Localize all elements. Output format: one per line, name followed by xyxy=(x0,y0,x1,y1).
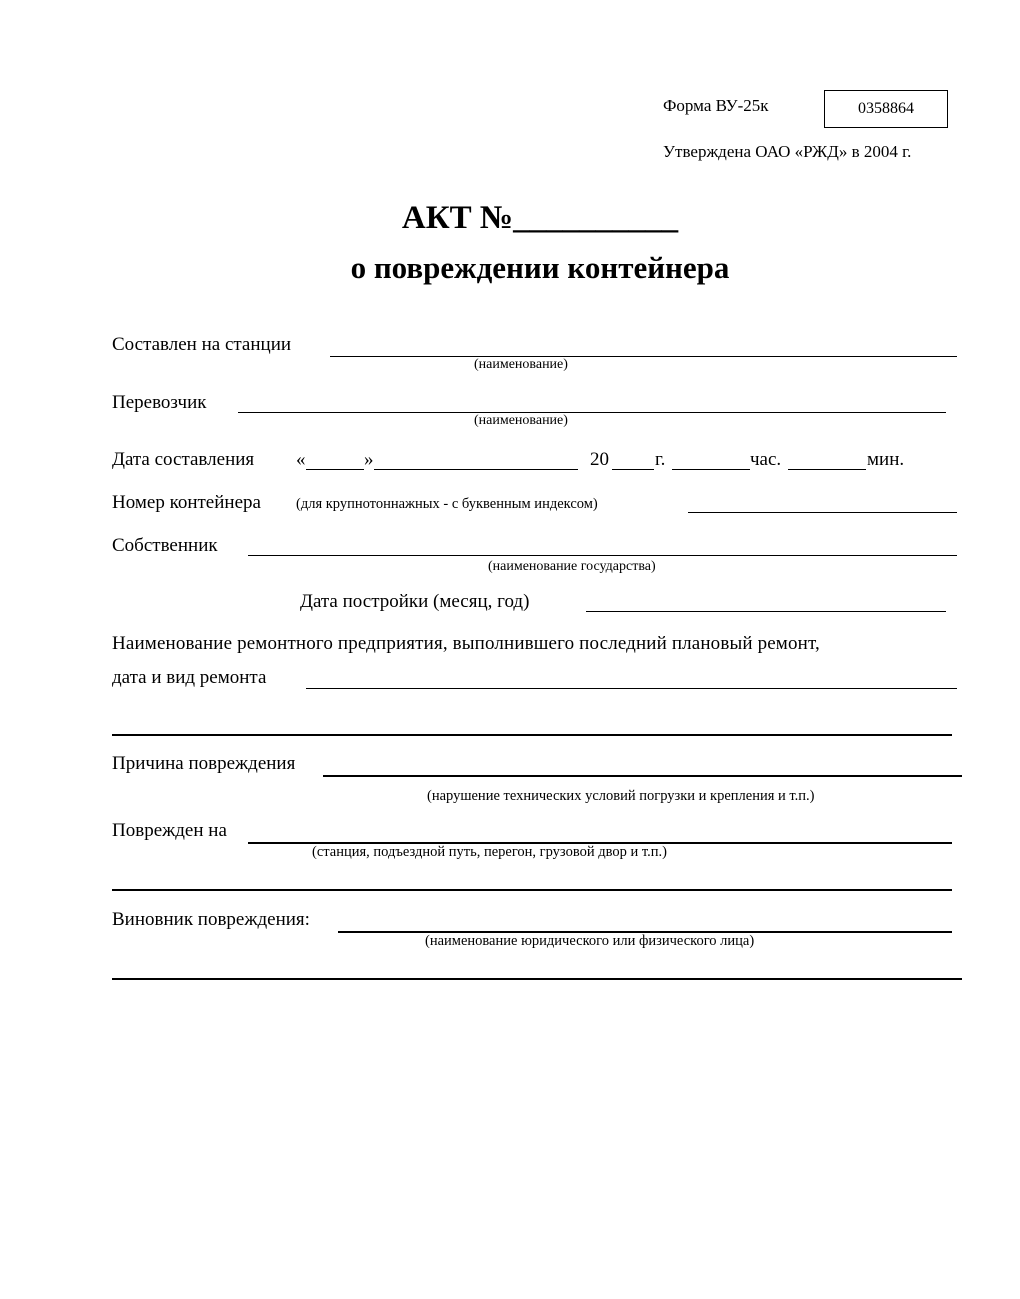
container-note: (для крупнотоннажных - с буквенным индексом) xyxy=(296,496,598,512)
form-label: Форма ВУ-25к xyxy=(663,96,769,115)
station-caption: (наименование) xyxy=(474,357,568,372)
damaged-at-input-line-2[interactable] xyxy=(112,889,952,891)
cause-input-line[interactable] xyxy=(323,775,962,777)
act-title: АКТ №__________ xyxy=(401,200,679,236)
carrier-label: Перевозчик xyxy=(112,392,207,413)
culprit-label: Виновник повреждения: xyxy=(112,909,310,930)
date-day-input-line[interactable] xyxy=(306,469,364,470)
culprit-input-line-2[interactable] xyxy=(112,978,962,980)
culprit-caption: (наименование юридического или физического лица) xyxy=(425,933,755,949)
damaged-at-caption: (станция, подъездной путь, перегон, грузовой двор и т.п.) xyxy=(312,844,667,860)
date-close-quote: » xyxy=(364,449,374,470)
date-min-input-line[interactable] xyxy=(788,469,866,470)
build-date-label: Дата постройки (месяц, год) xyxy=(300,591,530,612)
owner-caption: (наименование государства) xyxy=(488,559,656,574)
build-date-input-line[interactable] xyxy=(586,611,946,612)
repair-label-line2: дата и вид ремонта xyxy=(112,667,267,688)
owner-input-line[interactable] xyxy=(248,555,957,556)
form-number: 0358864 xyxy=(858,100,914,117)
owner-label: Собственник xyxy=(112,535,218,556)
cause-caption: (нарушение технических условий погрузки и крепления и т.п.) xyxy=(427,788,815,804)
form-number-box xyxy=(824,90,948,128)
date-year-suffix: г. xyxy=(655,449,666,470)
cause-label: Причина повреждения xyxy=(112,753,296,774)
date-hour-suffix: час. xyxy=(750,449,782,470)
date-year-prefix: 20 xyxy=(590,449,609,470)
date-hour-input-line[interactable] xyxy=(672,469,750,470)
approved-note: Утверждена ОАО «РЖД» в 2004 г. xyxy=(663,142,912,161)
date-min-suffix: мин. xyxy=(867,449,905,470)
date-year-input-line[interactable] xyxy=(612,469,654,470)
container-input-line[interactable] xyxy=(688,512,957,513)
date-month-input-line[interactable] xyxy=(374,469,578,470)
container-label: Номер контейнера xyxy=(112,492,261,513)
date-label: Дата составления xyxy=(112,449,255,470)
carrier-caption: (наименование) xyxy=(474,413,568,428)
act-subtitle: о повреждении контейнера xyxy=(350,250,730,285)
station-input-line[interactable] xyxy=(330,356,957,357)
date-open-quote: « xyxy=(296,449,306,470)
damaged-at-label: Поврежден на xyxy=(112,820,227,841)
repair-input-line[interactable] xyxy=(306,688,957,689)
carrier-input-line[interactable] xyxy=(238,412,946,413)
station-label: Составлен на станции xyxy=(112,334,292,355)
repair-input-line-2[interactable] xyxy=(112,734,952,736)
repair-label-line1: Наименование ремонтного предприятия, выполнившего последний плановый ремонт, xyxy=(112,633,820,654)
